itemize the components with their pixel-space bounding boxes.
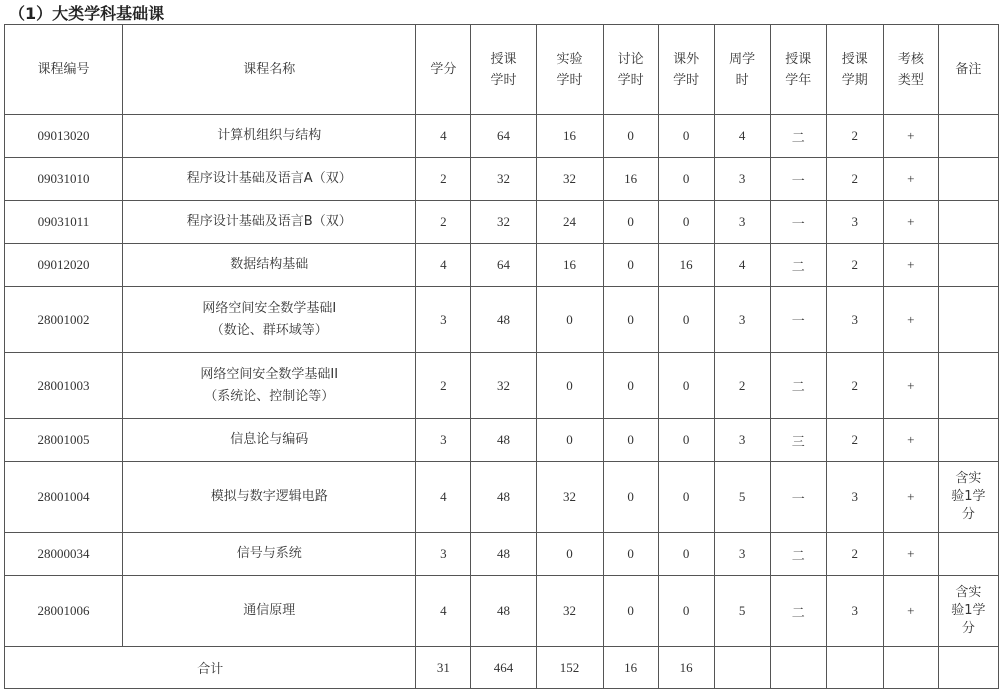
weekly-hours-cell: 5 [714,576,770,647]
lecture-hours-cell: 48 [471,419,536,462]
lecture-hours-cell: 48 [471,533,536,576]
credits-cell: 3 [416,419,471,462]
note-cell [938,287,998,353]
section-heading: （1）大类学科基础课 [9,4,165,23]
course-name-line: 程序设计基础及语言A（双） [186,171,352,186]
course-code: 28001002 [5,287,123,353]
discussion-hours-cell: 16 [603,158,658,201]
course-name [123,576,416,647]
table-row [5,115,999,158]
term-cell: 3 [826,201,883,244]
course-name-line: 模拟与数字逻辑电路 [210,489,328,504]
note-line: 含实 [955,585,982,600]
total-lecture-hours: 464 [471,647,536,689]
extra-hours-cell: 0 [658,158,714,201]
header-line: 课外 [673,51,700,67]
lab-hours-cell: 0 [536,533,603,576]
discussion-hours-cell: 0 [603,201,658,244]
weekly-hours-cell: 3 [714,533,770,576]
total-extra-hours: 16 [658,647,714,689]
year-cell: 一 [770,462,826,533]
header-line: 学时 [556,72,583,88]
course-name [123,201,416,244]
total-empty-cell [770,647,826,689]
year-cell: 二 [770,576,826,647]
header-weekly-hours [714,25,770,115]
lecture-hours-cell: 32 [471,201,536,244]
credits-cell: 3 [416,287,471,353]
note-line: 验1学 [951,489,986,504]
header-row [5,25,999,115]
course-code: 28001003 [5,353,123,419]
year-cell: 一 [770,158,826,201]
extra-hours-cell: 0 [658,115,714,158]
credits-cell: 2 [416,201,471,244]
year-cell: 二 [770,115,826,158]
extra-hours-cell: 0 [658,201,714,244]
credits-cell: 4 [416,576,471,647]
discussion-hours-cell: 0 [603,462,658,533]
course-code: 09013020 [5,115,123,158]
course-code: 09012020 [5,244,123,287]
term-cell: 2 [826,533,883,576]
term-cell: 3 [826,287,883,353]
extra-hours-cell: 16 [658,244,714,287]
extra-hours-cell: 0 [658,287,714,353]
header-year [770,25,826,115]
total-row [5,647,999,689]
course-code: 28001006 [5,576,123,647]
discussion-hours-cell: 0 [603,115,658,158]
course-name [123,353,416,419]
assessment-cell: + [883,115,938,158]
discussion-hours-cell: 0 [603,533,658,576]
weekly-hours-cell: 2 [714,353,770,419]
course-name-line: 通信原理 [243,603,296,618]
lab-hours-cell: 32 [536,576,603,647]
extra-hours-cell: 0 [658,462,714,533]
lecture-hours-cell: 64 [471,115,536,158]
lecture-hours-cell: 64 [471,244,536,287]
credits-cell: 2 [416,158,471,201]
discussion-hours-cell: 0 [603,419,658,462]
course-name-line: 程序设计基础及语言B（双） [186,214,352,229]
header-credits: 学分 [416,25,471,115]
discussion-hours-cell: 0 [603,287,658,353]
course-name [123,115,416,158]
note-cell [938,533,998,576]
total-empty-cell [938,647,998,689]
course-table [4,24,999,689]
table-row [5,158,999,201]
header-extra-hours [658,25,714,115]
note-cell [938,419,998,462]
extra-hours-cell: 0 [658,419,714,462]
table-row [5,462,999,533]
note-line: 分 [961,507,975,522]
term-cell: 2 [826,244,883,287]
course-name [123,244,416,287]
term-cell: 3 [826,462,883,533]
note-cell [938,201,998,244]
weekly-hours-cell: 4 [714,244,770,287]
lecture-hours-cell: 32 [471,158,536,201]
header-line: 时 [735,72,749,88]
course-name-line: 信号与系统 [236,546,302,561]
note-cell [938,576,998,647]
header-line: 讨论 [617,51,644,67]
total-credits: 31 [416,647,471,689]
table-row [5,244,999,287]
header-line: 学时 [673,72,700,88]
weekly-hours-cell: 4 [714,115,770,158]
course-code: 28001004 [5,462,123,533]
course-name [123,533,416,576]
assessment-cell: + [883,533,938,576]
lab-hours-cell: 32 [536,462,603,533]
extra-hours-cell: 0 [658,533,714,576]
course-code: 09031011 [5,201,123,244]
course-name-line: 网络空间安全数学基础II [200,366,339,382]
header-line: 学时 [617,72,644,88]
lecture-hours-cell: 32 [471,353,536,419]
header-line: 学期 [841,72,868,88]
credits-cell: 4 [416,462,471,533]
assessment-cell: + [883,244,938,287]
discussion-hours-cell: 0 [603,244,658,287]
header-notes: 备注 [938,25,998,115]
table-row [5,287,999,353]
header-line: 学年 [785,72,812,88]
year-cell: 二 [770,244,826,287]
lecture-hours-cell: 48 [471,287,536,353]
course-name-line: 计算机组织与结构 [217,128,322,143]
term-cell: 3 [826,576,883,647]
year-cell: 一 [770,287,826,353]
total-empty-cell [883,647,938,689]
total-label: 合计 [5,647,416,689]
total-discussion-hours: 16 [603,647,658,689]
lab-hours-cell: 24 [536,201,603,244]
course-name [123,287,416,353]
table-row [5,353,999,419]
lab-hours-cell: 0 [536,353,603,419]
course-name-line: （系统论、控制论等） [204,388,335,404]
note-cell [938,244,998,287]
assessment-cell: + [883,419,938,462]
lecture-hours-cell: 48 [471,462,536,533]
assessment-cell: + [883,158,938,201]
header-discussion-hours [603,25,658,115]
credits-cell: 3 [416,533,471,576]
year-cell: 二 [770,353,826,419]
term-cell: 2 [826,353,883,419]
discussion-hours-cell: 0 [603,576,658,647]
weekly-hours-cell: 3 [714,419,770,462]
lab-hours-cell: 16 [536,244,603,287]
note-cell [938,158,998,201]
course-name-line: 数据结构基础 [230,257,309,272]
header-term [826,25,883,115]
table-row [5,576,999,647]
table-row [5,419,999,462]
course-name [123,462,416,533]
note-cell [938,353,998,419]
weekly-hours-cell: 5 [714,462,770,533]
course-code: 28001005 [5,419,123,462]
lab-hours-cell: 16 [536,115,603,158]
assessment-cell: + [883,353,938,419]
course-name-line: （数论、群环域等） [210,322,328,338]
header-line: 周学 [729,51,756,67]
total-lab-hours: 152 [536,647,603,689]
header-line: 学时 [490,72,517,88]
header-code: 课程编号 [5,25,123,115]
note-line: 验1学 [951,603,986,618]
header-line: 授课 [785,51,812,67]
term-cell: 2 [826,419,883,462]
assessment-cell: + [883,462,938,533]
credits-cell: 4 [416,244,471,287]
weekly-hours-cell: 3 [714,287,770,353]
year-cell: 三 [770,419,826,462]
table-row [5,201,999,244]
header-assessment [883,25,938,115]
note-line: 含实 [955,471,982,486]
year-cell: 一 [770,201,826,244]
total-empty-cell [826,647,883,689]
assessment-cell: + [883,576,938,647]
assessment-cell: + [883,287,938,353]
lecture-hours-cell: 48 [471,576,536,647]
weekly-hours-cell: 3 [714,201,770,244]
header-line: 授课 [841,51,868,67]
credits-cell: 4 [416,115,471,158]
note-line: 分 [961,621,975,636]
header-line: 类型 [897,72,924,88]
term-cell: 2 [826,158,883,201]
total-empty-cell [714,647,770,689]
header-lecture-hours [471,25,536,115]
lab-hours-cell: 32 [536,158,603,201]
course-code: 09031010 [5,158,123,201]
course-name-line: 信息论与编码 [230,432,309,447]
note-cell [938,462,998,533]
lab-hours-cell: 0 [536,419,603,462]
header-line: 授课 [490,51,517,67]
course-code: 28000034 [5,533,123,576]
note-cell [938,115,998,158]
assessment-cell: + [883,201,938,244]
table-row [5,533,999,576]
header-lab-hours [536,25,603,115]
header-line: 实验 [556,51,583,67]
course-name [123,158,416,201]
credits-cell: 2 [416,353,471,419]
lab-hours-cell: 0 [536,287,603,353]
term-cell: 2 [826,115,883,158]
extra-hours-cell: 0 [658,576,714,647]
header-name: 课程名称 [123,25,416,115]
course-name-line: 网络空间安全数学基础I [202,300,337,316]
discussion-hours-cell: 0 [603,353,658,419]
weekly-hours-cell: 3 [714,158,770,201]
year-cell: 二 [770,533,826,576]
course-name [123,419,416,462]
extra-hours-cell: 0 [658,353,714,419]
header-line: 考核 [897,51,924,67]
